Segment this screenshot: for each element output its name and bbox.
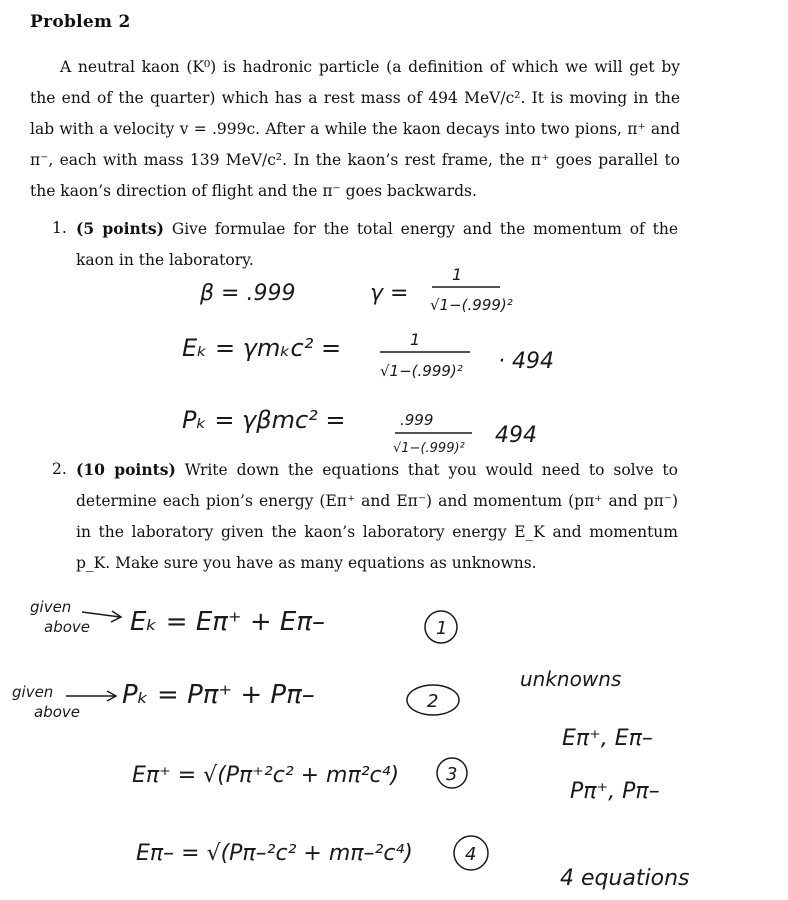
hw-ek-tail: · 494: [498, 349, 554, 374]
hw-ek-lhs: Eₖ = γmₖc² =: [182, 334, 342, 362]
hw-eq2-num: 2: [427, 691, 439, 712]
hw-ek-num: 1: [410, 330, 421, 349]
hw-eq2: Pₖ = Pπ⁺ + Pπ–: [122, 680, 315, 710]
hw-gamma-den: √1−(.999)²: [430, 296, 513, 314]
hw-eq1-num: 1: [436, 618, 448, 639]
hw-pk-lhs: Pₖ = γβmc² =: [182, 406, 346, 434]
hw-unknowns-energies: Eπ⁺, Eπ–: [562, 726, 653, 751]
question-2-text: Write down the equations that you would need to solve to determine each pion’s energy (Eπ⁺ and Eπ⁻) and momentum (pπ⁺ and pπ⁻) in the laboratory given the kaon’s laboratory energy E_K and momentum p_K. Make sure you have as many equations as unknowns.: [76, 461, 678, 572]
hw-pk-tail: 494: [495, 423, 537, 448]
hw-above-2: above: [34, 703, 80, 721]
hw-ek-den: √1−(.999)²: [380, 362, 463, 380]
hw-given-1: given: [30, 598, 72, 616]
problem-intro: A neutral kaon (K⁰) is hadronic particle (a definition of which we will get by the end of the quarter) which has a rest mass of 494 MeV/c². It is moving in the lab with a velocity v = .999c. After a while the kaon decays into two pions, π⁺ and π⁻, each with mass 139 MeV/c². In the kaon’s rest frame, the π⁺ goes parallel to the kaon’s direction of flight and the π⁻ goes backwards.: [30, 58, 680, 200]
hw-above-1: above: [44, 618, 90, 636]
hw-eq4: Eπ– = √(Pπ–²c² + mπ–²c⁴): [136, 841, 413, 866]
question-1-number: 1.: [52, 219, 67, 237]
hw-eq1: Eₖ = Eπ⁺ + Eπ–: [130, 607, 326, 637]
hw-beta: β = .999: [200, 281, 296, 306]
hw-eq4-num: 4: [465, 844, 477, 865]
problem-title: Problem 2: [30, 12, 131, 32]
hw-pk-den: √1−(.999)²: [393, 441, 465, 456]
hw-unknowns-label: unknowns: [520, 667, 622, 691]
question-2-points: (10 points): [76, 460, 176, 479]
hw-equation-count: 4 equations: [560, 866, 690, 891]
question-2-number: 2.: [52, 460, 67, 478]
question-1-text: Give formulae for the total energy and the momentum of the kaon in the laboratory.: [76, 220, 678, 269]
question-1-points: (5 points): [76, 219, 164, 238]
hw-gamma-num: 1: [452, 265, 463, 284]
hw-eq3-num: 3: [446, 764, 458, 785]
hw-unknowns-momenta: Pπ⁺, Pπ–: [570, 779, 660, 804]
hw-given-2: given: [12, 683, 54, 701]
hw-gamma-lhs: γ =: [370, 281, 409, 306]
hw-eq3: Eπ⁺ = √(Pπ⁺²c² + mπ²c⁴): [132, 763, 400, 788]
hw-pk-num: .999: [400, 411, 434, 429]
